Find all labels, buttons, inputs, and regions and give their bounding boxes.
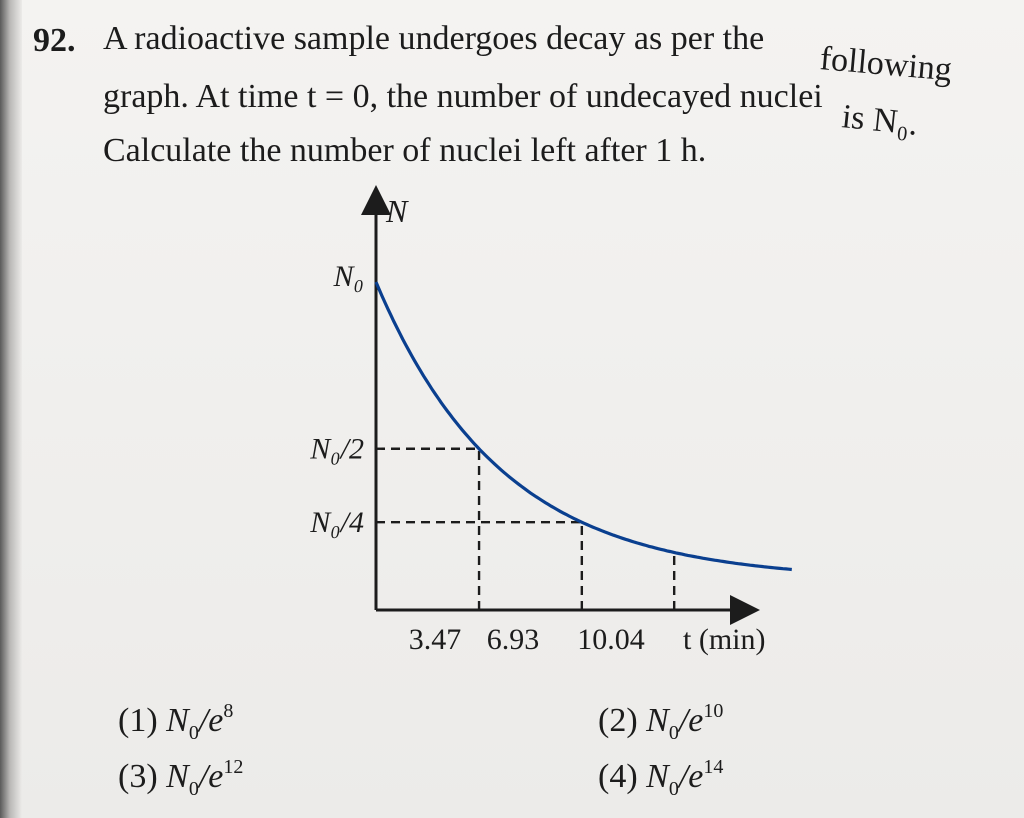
question-number: 92.	[33, 22, 76, 59]
x-tick-label-3: 10.04	[577, 623, 645, 656]
option-1[interactable]: (1) $N_0/e^8$	[118, 700, 234, 744]
y-tick-label-3: N₀/4	[310, 506, 364, 540]
x-axis-label: t (min)	[683, 623, 766, 656]
question-line-2: graph. At time t = 0, the number of undecayed nuclei	[103, 78, 823, 115]
x-tick-label-2: 6.93	[486, 623, 540, 656]
question-line-1-tail: following	[818, 40, 954, 89]
tick-labels	[309, 193, 765, 656]
y-axis-label: N	[386, 193, 408, 229]
x-tick-label-1: 3.47	[408, 623, 462, 656]
option-4[interactable]: (4) $N_0/e^{14}$	[598, 756, 724, 800]
question-line-2-tail: is N₀.	[840, 98, 920, 143]
question-line-1: A radioactive sample undergoes decay as per the	[103, 20, 765, 57]
question-line-3: Calculate the number of nuclei left after 1 h.	[103, 132, 707, 169]
option-2[interactable]: (2) $N_0/e^{10}$	[598, 700, 724, 744]
option-3[interactable]: (3) $N_0/e^{12}$	[118, 756, 244, 800]
dashed-guides	[376, 449, 674, 610]
axes	[376, 200, 745, 610]
y-tick-label-2: N₀/2	[310, 432, 364, 466]
decay-curve	[376, 282, 792, 570]
y-tick-label-1: N₀	[333, 260, 364, 293]
